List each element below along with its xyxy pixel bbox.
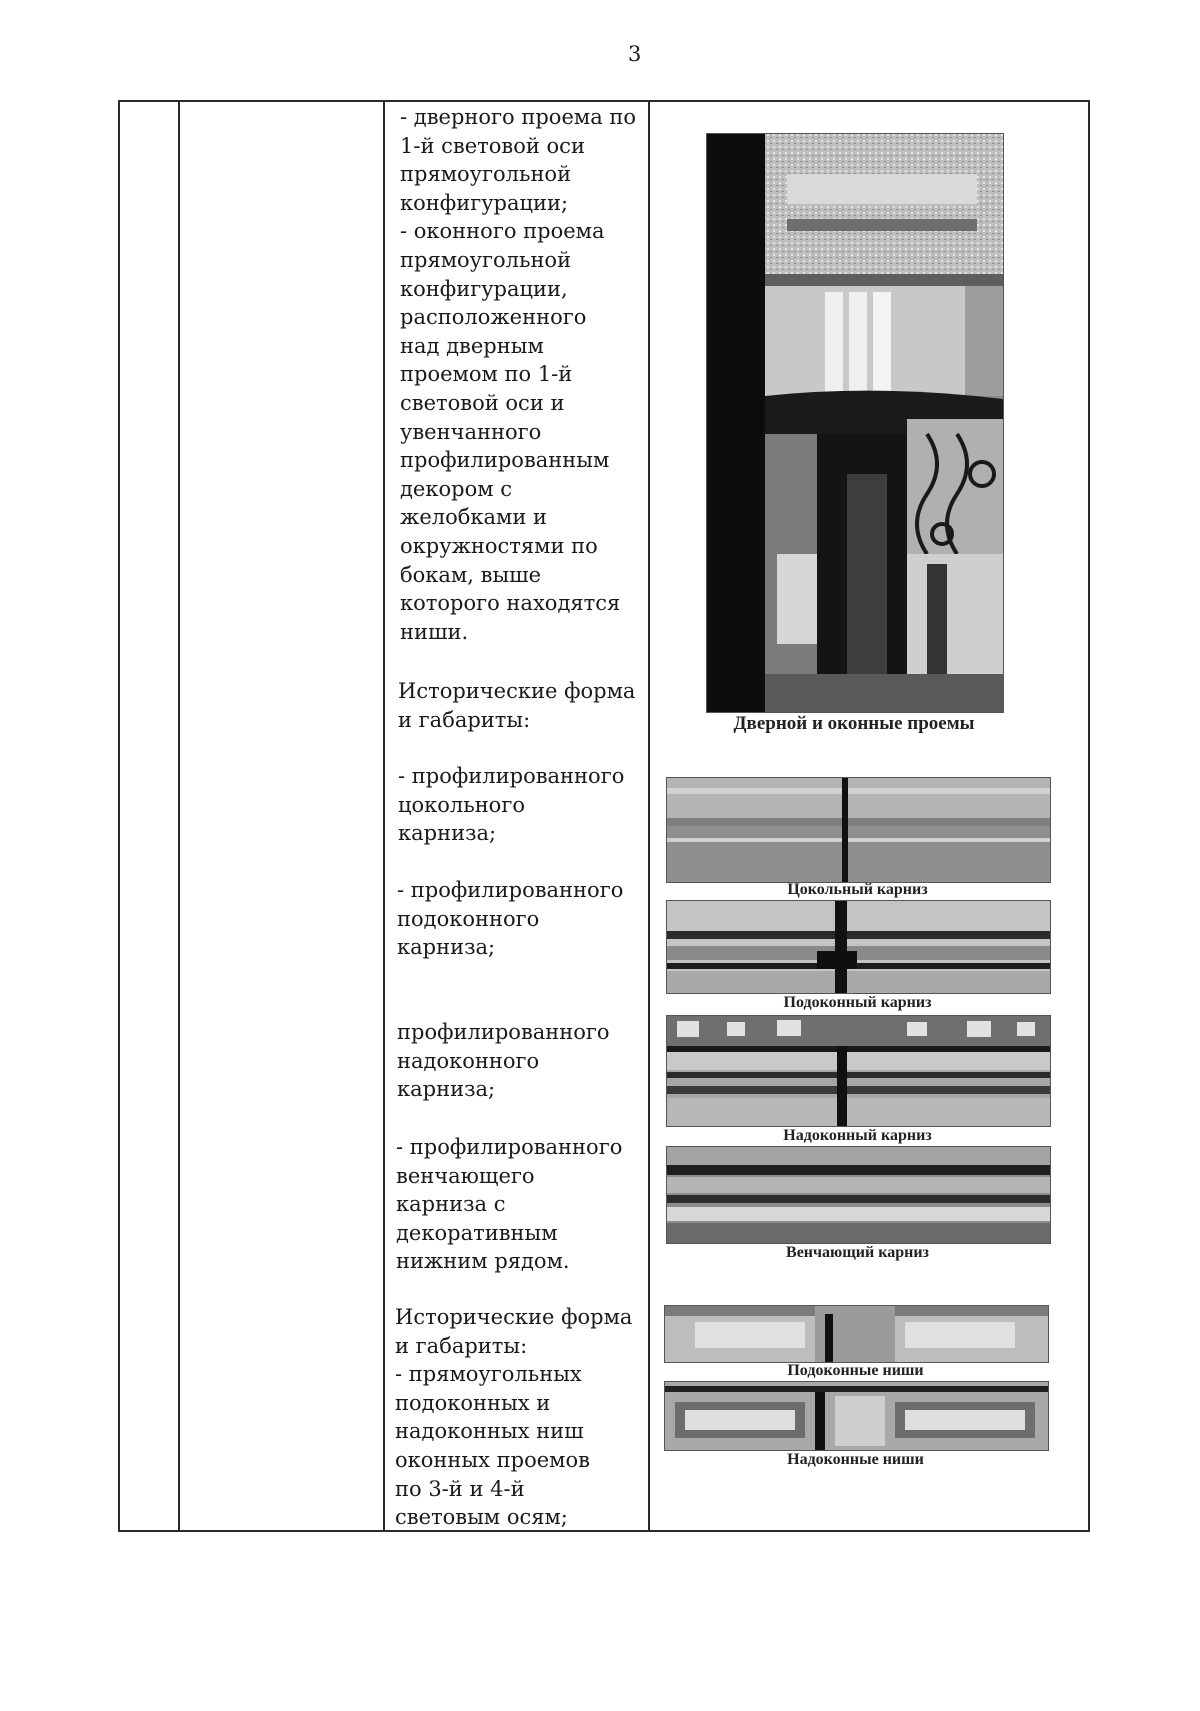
caption-plinth-cornice: Цокольный карниз (787, 881, 928, 898)
text-line: увенчанного (400, 419, 542, 444)
text-line: и габариты: (395, 1333, 528, 1358)
column-divider-1 (178, 100, 180, 1532)
caption-door-window: Дверной и оконные проемы (733, 713, 975, 734)
text-line: прямоугольной (400, 162, 572, 187)
text-line: световой оси и (400, 390, 565, 415)
text-line: которого находятся (400, 591, 621, 616)
text-line: световым осям; (395, 1505, 568, 1530)
caption-sill-niches: Подоконные ниши (787, 1362, 924, 1379)
crown-cornice-photo (666, 1146, 1051, 1244)
text-line: - профилированного (397, 878, 624, 902)
text-line: надоконного (397, 1048, 540, 1073)
text-line: конфигурации, (400, 276, 568, 301)
text-line: конфигурации; (400, 190, 569, 215)
text-line: ниши. (400, 619, 469, 644)
text-line: Исторические форма (398, 679, 636, 703)
sill-cornice-photo (666, 900, 1051, 994)
text-line: - профилированного (398, 764, 625, 788)
text-line: 1-й световой оси (400, 133, 585, 158)
text-line: по 3-й и 4-й (395, 1476, 525, 1501)
page-number: 3 (628, 42, 642, 66)
door-window-photo (706, 133, 1004, 713)
text-line: - профилированного (396, 1135, 623, 1159)
text-block-crown-cornice (396, 1133, 622, 1276)
text-line: нижним рядом. (396, 1249, 570, 1274)
text-line: окружностями по (400, 533, 598, 558)
text-line: и габариты: (398, 707, 531, 732)
column-divider-2 (383, 100, 385, 1532)
text-line: надоконных ниш (395, 1419, 584, 1444)
text-block-plinth-cornice (398, 762, 624, 848)
text-line: - оконного проема (400, 219, 605, 244)
text-line: проемом по 1-й (400, 362, 573, 387)
text-line: желобками и (400, 505, 548, 530)
text-line: цокольного (398, 792, 525, 817)
text-line: над дверным (400, 333, 544, 358)
text-line: подоконного (397, 906, 540, 931)
text-line: карниза; (397, 935, 496, 960)
table-border-left (118, 100, 120, 1532)
text-line: венчающего (396, 1163, 535, 1188)
text-block-door-window (400, 103, 636, 646)
caption-over-window-cornice: Надоконный карниз (783, 1127, 932, 1144)
text-line: карниза с (396, 1192, 506, 1217)
text-line: декоративным (396, 1220, 558, 1245)
text-line: Исторические форма (395, 1305, 633, 1329)
text-block-sill-cornice (397, 876, 623, 962)
text-line: профилированным (400, 448, 610, 473)
table-border-right (1088, 100, 1090, 1532)
over-window-niches-photo (664, 1381, 1049, 1451)
text-line: профилированного (397, 1020, 610, 1044)
text-line: прямоугольной (400, 247, 572, 272)
sill-niches-photo (664, 1305, 1049, 1363)
text-line: оконных проемов (395, 1447, 590, 1472)
text-block-over-window-cornice (397, 1018, 610, 1104)
text-line: карниза; (398, 821, 497, 846)
caption-over-window-niches: Надоконные ниши (787, 1451, 924, 1468)
column-divider-3 (648, 100, 650, 1532)
text-line: декором с (400, 476, 512, 501)
text-block-niches (395, 1303, 632, 1532)
caption-crown-cornice: Венчающий карниз (786, 1244, 929, 1261)
text-line: бокам, выше (400, 562, 542, 587)
over-window-cornice-photo (666, 1015, 1051, 1127)
plinth-cornice-photo (666, 777, 1051, 883)
table-border-top (118, 100, 1090, 102)
text-line: карниза; (397, 1077, 496, 1102)
text-line: подоконных и (395, 1390, 551, 1415)
text-line: - дверного проема по (400, 105, 637, 129)
text-block-historic-form-1 (398, 677, 635, 734)
text-line: расположенного (400, 305, 587, 330)
text-line: - прямоугольных (395, 1362, 582, 1387)
caption-sill-cornice: Подоконный карниз (783, 994, 932, 1011)
